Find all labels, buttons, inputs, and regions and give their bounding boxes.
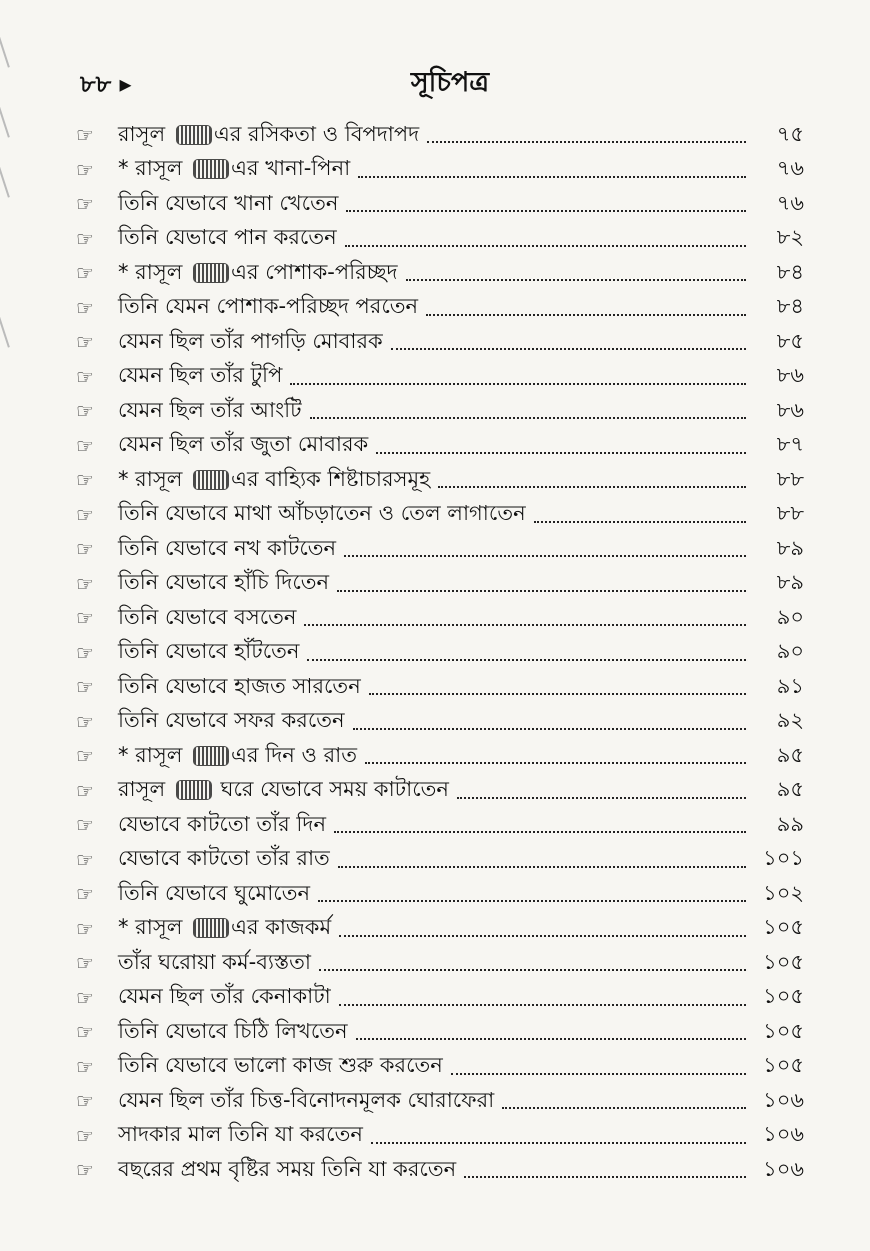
dot-leader (365, 748, 746, 764)
toc-entry-text: তিনি যেভাবে ঘুমোতেন (118, 880, 311, 905)
pointing-hand-icon: ☞ (76, 813, 94, 838)
pointing-hand-icon: ☞ (76, 261, 94, 286)
pointing-hand-icon: ☞ (76, 192, 94, 217)
dot-leader (337, 576, 746, 592)
toc-entry-text: * রাসূল (118, 742, 190, 767)
margin-mark (0, 308, 23, 347)
toc-entry-page: ১০২ (763, 880, 804, 905)
toc-entry-text: তাঁর ঘরোয়া কর্ম-ব্যস্ততা (118, 949, 311, 974)
toc-entry-page: ১০৬ (763, 1122, 804, 1147)
dot-leader (426, 300, 746, 316)
toc-entry-page: ৯০ (776, 604, 804, 629)
toc-entry-title (118, 1049, 443, 1084)
toc-entry[interactable] (76, 877, 804, 912)
dot-leader (427, 127, 746, 143)
toc-entry-title (118, 601, 296, 636)
toc-entry-text-suffix: ঘরে যেভাবে সময় কাটাতেন (213, 777, 449, 802)
toc-entry-text: তিনি যেভাবে হাঁচি দিতেন (118, 570, 330, 595)
toc-entry[interactable] (76, 429, 804, 464)
toc-entry-title (118, 187, 338, 222)
toc-entry[interactable] (76, 1050, 804, 1085)
toc-entry-text: তিনি যেভাবে সফর করতেন (118, 708, 345, 733)
toc-entry-title (118, 532, 336, 567)
toc-entry[interactable] (76, 1119, 804, 1154)
dot-leader (339, 921, 746, 937)
dot-leader (457, 783, 746, 799)
toc-entry-title (118, 670, 361, 705)
toc-entry-text: তিনি যেভাবে পান করতেন (118, 225, 337, 250)
toc-entry-text: তিনি যেভাবে মাথা আঁচড়াতেন ও তেল লাগাতেন (118, 501, 526, 526)
dot-leader (338, 852, 746, 868)
toc-entry-page: ৭৬ (776, 190, 804, 215)
pointing-hand-icon: ☞ (76, 847, 94, 872)
pointing-hand-icon: ☞ (76, 606, 94, 631)
toc-entry-page: ১০৫ (763, 949, 804, 974)
dot-leader (346, 196, 746, 212)
pointing-hand-icon: ☞ (76, 778, 94, 803)
pointing-hand-icon: ☞ (76, 123, 94, 148)
toc-entry-page: ৯১ (776, 673, 804, 698)
toc-entry-page: ৮৬ (776, 397, 804, 422)
toc-entry-page: ৮২ (776, 225, 804, 250)
toc-entry-page: ১০৫ (763, 1053, 804, 1078)
pointing-hand-icon: ☞ (76, 1158, 94, 1183)
dot-leader (369, 679, 746, 695)
toc-entry-text: তিনি যেভাবে ভালো কাজ শুরু করতেন (118, 1053, 443, 1078)
toc-entry-page: ৮৯ (776, 535, 804, 560)
toc-entry-text: যেভাবে কাটতো তাঁর রাত (118, 846, 330, 871)
dot-leader (318, 886, 746, 902)
toc-entry-text: যেমন ছিল তাঁর চিত্ত-বিনোদনমূলক ঘোরাফেরা (118, 1087, 495, 1112)
dot-leader (334, 817, 746, 833)
salutation-calligraphy-icon (176, 125, 212, 145)
toc-entry-title (118, 566, 329, 601)
pointing-hand-icon: ☞ (76, 330, 94, 355)
toc-entry-page: ১০৫ (763, 1018, 804, 1043)
toc-entry-title (118, 463, 430, 498)
toc-entry-text-suffix: এর বাহ্যিক শিষ্টাচারসমূহ (231, 466, 431, 491)
toc-entry-page: ৯২ (776, 708, 804, 733)
dot-leader (358, 162, 746, 178)
pointing-hand-icon: ☞ (76, 882, 94, 907)
toc-entry-text-suffix: এর রসিকতা ও বিপদাপদ (213, 121, 420, 146)
pointing-hand-icon: ☞ (76, 1020, 94, 1045)
toc-entry-text: বছরের প্রথম বৃষ্টির সময় তিনি যা করতেন (118, 1156, 457, 1181)
dot-leader (376, 438, 746, 454)
toc-entry-text: * রাসূল (118, 466, 190, 491)
pointing-hand-icon: ☞ (76, 709, 94, 734)
salutation-calligraphy-icon (193, 470, 229, 490)
dot-leader (344, 541, 746, 557)
pointing-hand-icon: ☞ (76, 985, 94, 1010)
dot-leader (464, 1162, 746, 1178)
toc-entry-page: ১০৫ (763, 984, 804, 1009)
page-title: সূচিপত্র (410, 67, 490, 98)
toc-entry-page: ৯৫ (776, 777, 804, 802)
toc-entry-title (118, 635, 299, 670)
toc-entry[interactable] (76, 256, 804, 291)
table-of-contents (76, 118, 804, 1188)
toc-entry-text-suffix: এর দিন ও রাত (231, 742, 357, 767)
toc-entry[interactable] (76, 291, 804, 326)
toc-entry-page: ৮৪ (776, 294, 804, 319)
pointing-hand-icon: ☞ (76, 951, 94, 976)
salutation-calligraphy-icon (193, 918, 229, 938)
toc-entry-text: তিনি যেভাবে হাজত সারতেন (118, 673, 361, 698)
toc-entry[interactable] (76, 394, 804, 429)
toc-entry-page: ৮৮ (776, 466, 804, 491)
pointing-hand-icon: ☞ (76, 468, 94, 493)
toc-entry-text-suffix: এর খানা-পিনা (231, 156, 351, 181)
toc-entry-text: * রাসূল (118, 156, 190, 181)
toc-entry-title (118, 359, 282, 394)
dot-leader (406, 265, 746, 281)
salutation-calligraphy-icon (193, 263, 229, 283)
toc-entry[interactable] (76, 739, 804, 774)
toc-entry-text-suffix: এর পোশাক-পরিচ্ছদ (231, 259, 398, 284)
toc-entry-title (118, 980, 331, 1015)
toc-entry-page: ৭৫ (776, 121, 804, 146)
pointing-hand-icon: ☞ (76, 399, 94, 424)
toc-entry-page: ৮৫ (776, 328, 804, 353)
toc-entry[interactable] (76, 946, 804, 981)
toc-entry-text-suffix: এর কাজকর্ম (231, 915, 332, 940)
margin-mark (0, 158, 23, 197)
toc-entry-title (118, 221, 337, 256)
toc-entry-text: তিনি যেমন পোশাক-পরিচ্ছদ পরতেন (118, 294, 419, 319)
toc-entry-page: ১০৬ (763, 1087, 804, 1112)
toc-entry-page: ৯৯ (776, 811, 804, 836)
dot-leader (534, 507, 746, 523)
right-arrow-icon: ▸ (119, 70, 132, 98)
page-number-text: ৮৮ (80, 70, 112, 98)
toc-entry[interactable] (76, 360, 804, 395)
toc-entry-title (118, 428, 368, 463)
dot-leader (310, 403, 746, 419)
toc-entry-title (118, 290, 418, 325)
toc-entry[interactable] (76, 567, 804, 602)
salutation-calligraphy-icon (176, 780, 212, 800)
toc-entry[interactable] (76, 153, 804, 188)
dot-leader (356, 1024, 746, 1040)
toc-entry-title (118, 773, 449, 808)
toc-entry[interactable] (76, 463, 804, 498)
toc-entry[interactable] (76, 187, 804, 222)
toc-entry-title (118, 911, 331, 946)
toc-entry[interactable] (76, 1015, 804, 1050)
dot-leader (391, 334, 746, 350)
toc-entry-text: রাসূল (118, 121, 172, 146)
toc-entry-page: ৭৬ (776, 156, 804, 181)
toc-entry-page: ৮৬ (776, 363, 804, 388)
pointing-hand-icon: ☞ (76, 1123, 94, 1148)
pointing-hand-icon: ☞ (76, 295, 94, 320)
toc-entry-text: তিনি যেভাবে হাঁটতেন (118, 639, 300, 664)
toc-entry[interactable] (76, 601, 804, 636)
toc-entry-title (118, 877, 310, 912)
toc-entry[interactable] (76, 222, 804, 257)
toc-entry[interactable] (76, 532, 804, 567)
pointing-hand-icon: ☞ (76, 1054, 94, 1079)
toc-entry[interactable] (76, 843, 804, 878)
toc-entry-text: যেমন ছিল তাঁর টুপি (118, 363, 283, 388)
toc-entry-text: রাসূল (118, 777, 172, 802)
pointing-hand-icon: ☞ (76, 744, 94, 769)
pointing-hand-icon: ☞ (76, 502, 94, 527)
toc-entry-text: যেমন ছিল তাঁর জুতা মোবারক (118, 432, 369, 457)
dot-leader (339, 990, 746, 1006)
toc-entry[interactable] (76, 118, 804, 153)
toc-entry-text: তিনি যেভাবে নখ কাটতেন (118, 535, 337, 560)
toc-entry-text: তিনি যেভাবে খানা খেতেন (118, 190, 339, 215)
pointing-hand-icon: ☞ (76, 675, 94, 700)
toc-entry-text: যেভাবে কাটতো তাঁর দিন (118, 811, 326, 836)
pointing-hand-icon: ☞ (76, 916, 94, 941)
pointing-hand-icon: ☞ (76, 640, 94, 665)
toc-entry-page: ১০১ (763, 846, 804, 871)
toc-entry-text: সাদকার মাল তিনি যা করতেন (118, 1122, 363, 1147)
toc-entry-page: ৯৫ (776, 742, 804, 767)
toc-entry-text: * রাসূল (118, 259, 190, 284)
toc-entry-page: ১০৫ (763, 915, 804, 940)
pointing-hand-icon: ☞ (76, 571, 94, 596)
toc-entry[interactable] (76, 498, 804, 533)
toc-entry-page: ৮৪ (776, 259, 804, 284)
pointing-hand-icon: ☞ (76, 364, 94, 389)
dot-leader (345, 231, 746, 247)
toc-entry[interactable] (76, 981, 804, 1016)
dot-leader (319, 955, 746, 971)
dot-leader (307, 645, 746, 661)
toc-entry-title (118, 1084, 494, 1119)
toc-entry-title (118, 704, 345, 739)
toc-entry[interactable] (76, 325, 804, 360)
dot-leader (371, 1128, 746, 1144)
dot-leader (502, 1093, 746, 1109)
toc-entry-title (118, 1153, 456, 1188)
toc-entry-title (118, 739, 357, 774)
pointing-hand-icon: ☞ (76, 157, 94, 182)
toc-entry[interactable] (76, 912, 804, 947)
dot-leader (451, 1059, 746, 1075)
toc-entry-title (118, 118, 419, 153)
toc-entry[interactable] (76, 636, 804, 671)
pointing-hand-icon: ☞ (76, 1089, 94, 1114)
dot-leader (353, 714, 746, 730)
toc-entry-page: ১০৬ (763, 1156, 804, 1181)
toc-entry-text: তিনি যেভাবে বসতেন (118, 604, 297, 629)
toc-entry-title (118, 842, 330, 877)
dot-leader (290, 369, 746, 385)
toc-entry[interactable] (76, 670, 804, 705)
toc-entry-title (118, 394, 302, 429)
toc-entry[interactable] (76, 1153, 804, 1188)
toc-entry-text: যেমন ছিল তাঁর পাগড়ি মোবারক (118, 328, 383, 353)
salutation-calligraphy-icon (193, 746, 229, 766)
toc-entry-page: ৮৭ (776, 432, 804, 457)
toc-entry-page: ৮৮ (776, 501, 804, 526)
pointing-hand-icon: ☞ (76, 226, 94, 251)
pointing-hand-icon: ☞ (76, 433, 94, 458)
toc-entry-title (118, 497, 526, 532)
toc-entry-title (118, 152, 350, 187)
toc-entry[interactable] (76, 774, 804, 809)
toc-entry-text: যেমন ছিল তাঁর কেনাকাটা (118, 984, 331, 1009)
toc-entry-title (118, 946, 311, 981)
toc-entry-text: তিনি যেভাবে চিঠি লিখতেন (118, 1018, 348, 1043)
toc-entry-page: ৯০ (776, 639, 804, 664)
toc-entry-text: যেমন ছিল তাঁর আংটি (118, 397, 302, 422)
toc-entry[interactable] (76, 705, 804, 740)
toc-entry-text: * রাসূল (118, 915, 190, 940)
salutation-calligraphy-icon (193, 159, 229, 179)
toc-entry-title (118, 808, 326, 843)
toc-entry-title (118, 256, 398, 291)
toc-entry-title (118, 1015, 348, 1050)
dot-leader (304, 610, 746, 626)
scan-margin (0, 0, 22, 1251)
toc-entry[interactable] (76, 1084, 804, 1119)
toc-entry-title (118, 325, 383, 360)
pointing-hand-icon: ☞ (76, 537, 94, 562)
dot-leader (438, 472, 746, 488)
toc-entry-page: ৮৯ (776, 570, 804, 595)
toc-entry[interactable] (76, 808, 804, 843)
toc-entry-title (118, 1118, 363, 1153)
